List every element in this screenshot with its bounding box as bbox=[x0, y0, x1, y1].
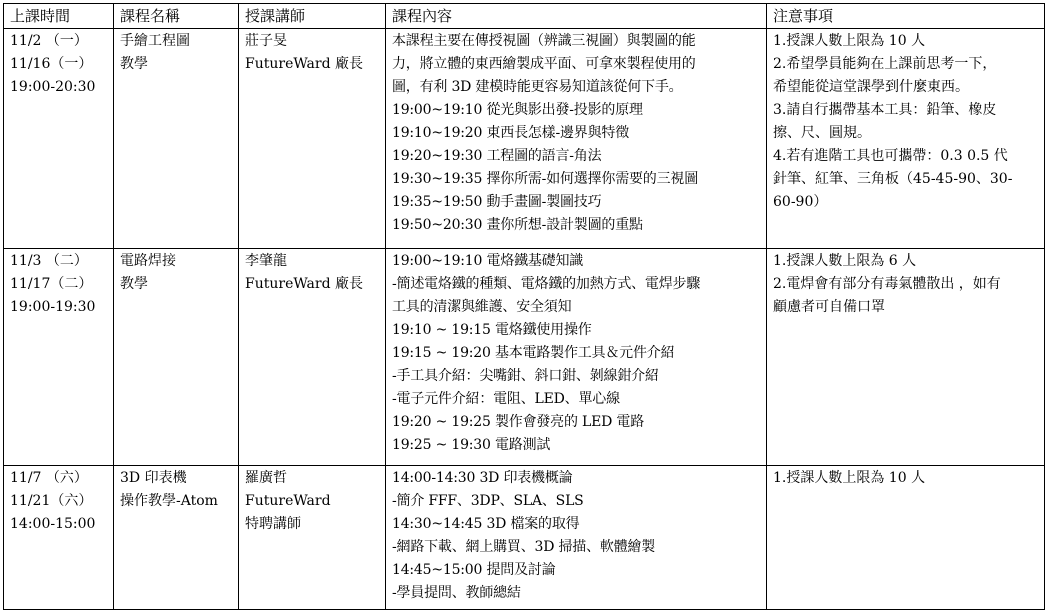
cell-content-line: 19:30~19:35 擇你所需-如何選擇你需要的三視圖 bbox=[392, 171, 699, 187]
header-notes: 注意事項 bbox=[767, 4, 1045, 29]
cell-notes-line: 2.電焊會有部分有毒氣體散出 ，如有 bbox=[773, 276, 1001, 292]
cell-teacher-line: 特聘講師 bbox=[245, 516, 301, 532]
header-course: 課程名稱 bbox=[114, 4, 239, 29]
cell-content-line: 19:00~19:10 從光與影出發-投影的原理 bbox=[392, 102, 643, 118]
cell-content-line: -簡述電烙鐵的種類、電烙鐵的加熱方式、電焊步驟 bbox=[392, 276, 701, 292]
cell-content-line: 19:20~19:30 工程圖的語言-角法 bbox=[392, 148, 602, 164]
cell-content-line: 工具的清潔與維護、安全須知 bbox=[392, 299, 572, 315]
cell-course bbox=[114, 249, 239, 466]
cell-course bbox=[114, 29, 239, 249]
cell-course-line: 教學 bbox=[120, 56, 148, 72]
cell-time-line: 11/3 （二） bbox=[10, 253, 88, 269]
cell-notes-line: 1.授課人數上限為 10 人 bbox=[773, 470, 926, 486]
header-row bbox=[4, 4, 1045, 29]
cell-content-line: 圖，有利 3D 建模時能更容易知道該從何下手。 bbox=[392, 79, 683, 95]
header-time: 上課時間 bbox=[4, 4, 114, 29]
cell-teacher-line: 李肇龍 bbox=[245, 253, 287, 269]
cell-time bbox=[4, 249, 114, 466]
cell-time-line: 11/2 （一） bbox=[10, 33, 88, 49]
cell-teacher bbox=[239, 29, 386, 249]
cell-content-line: -簡介 FFF、3DP、SLA、SLS bbox=[392, 493, 584, 509]
cell-content-line: 19:10 ~ 19:15 電烙鐵使用操作 bbox=[392, 322, 592, 338]
cell-notes-line: 希望能從這堂課學到什麼東西。 bbox=[773, 79, 969, 95]
cell-content-line: 19:35~19:50 動手畫圖-製圖技巧 bbox=[392, 194, 602, 210]
cell-content-line: 14:00-14:30 3D 印表機概論 bbox=[392, 470, 573, 486]
cell-teacher bbox=[239, 249, 386, 466]
cell-teacher-line: 莊子旻 bbox=[245, 33, 287, 49]
cell-time-line: 19:00-20:30 bbox=[10, 79, 96, 95]
header-teacher: 授課講師 bbox=[239, 4, 386, 29]
cell-time-line: 11/7 （六） bbox=[10, 470, 88, 486]
cell-content-line: 19:15 ~ 19:20 基本電路製作工具＆元件介紹 bbox=[392, 345, 675, 361]
cell-content bbox=[386, 29, 767, 249]
cell-teacher-line: FutureWard bbox=[245, 493, 331, 509]
cell-notes-line: 2.希望學員能夠在上課前思考一下， bbox=[773, 56, 997, 72]
cell-notes-line: 顧慮者可自備口罩 bbox=[773, 299, 885, 315]
cell-notes bbox=[767, 249, 1045, 466]
cell-content-line: 本課程主要在傳授視圖（辨識三視圖）與製圖的能 bbox=[392, 33, 696, 49]
cell-time-line: 19:00-19:30 bbox=[10, 299, 96, 315]
cell-teacher-line: 羅廣哲 bbox=[245, 470, 287, 486]
cell-content-line: -學員提問、教師總結 bbox=[392, 585, 521, 601]
cell-content bbox=[386, 249, 767, 466]
cell-time-line: 11/21（六） bbox=[10, 493, 93, 509]
schedule-table-wrapper bbox=[3, 3, 1045, 610]
cell-course-line: 操作教學-Atom bbox=[120, 493, 218, 509]
cell-time-line: 14:00-15:00 bbox=[10, 516, 96, 532]
cell-content-line: 19:20 ~ 19:25 製作會發亮的 LED 電路 bbox=[392, 414, 645, 430]
cell-course-line: 教學 bbox=[120, 276, 148, 292]
cell-content-line: 力，將立體的東西繪製成平面、可拿來製程使用的 bbox=[392, 56, 696, 72]
cell-content-line: 19:50~20:30 畫你所想-設計製圖的重點 bbox=[392, 217, 643, 233]
cell-notes-line: 針筆、紅筆、三角板（45-45-90、30- bbox=[773, 171, 1013, 187]
header-content: 課程內容 bbox=[386, 4, 767, 29]
cell-time bbox=[4, 29, 114, 249]
cell-course-line: 電路焊接 bbox=[120, 253, 176, 269]
cell-time bbox=[4, 466, 114, 610]
cell-teacher bbox=[239, 466, 386, 610]
cell-notes-line: 擦、尺、圓規。 bbox=[773, 125, 871, 141]
cell-content-line: 19:25 ~ 19:30 電路測試 bbox=[392, 437, 551, 453]
cell-time-line: 11/17（二） bbox=[10, 276, 93, 292]
cell-course-line: 手繪工程圖 bbox=[120, 33, 190, 49]
cell-content-line: -手工具介紹：尖嘴鉗、斜口鉗、剝線鉗介紹 bbox=[392, 368, 659, 384]
cell-teacher-line: FutureWard 廠長 bbox=[245, 276, 363, 292]
cell-time-line: 11/16（一） bbox=[10, 56, 93, 72]
cell-content bbox=[386, 466, 767, 610]
table-row bbox=[4, 29, 1045, 249]
cell-content-line: -電子元件介紹：電阻、LED、單心線 bbox=[392, 391, 620, 407]
cell-teacher-line: FutureWard 廠長 bbox=[245, 56, 363, 72]
course-schedule-table bbox=[3, 3, 1045, 610]
cell-notes bbox=[767, 466, 1045, 610]
table-row bbox=[4, 249, 1045, 466]
cell-content-line: 19:10~19:20 東西長怎樣-邊界與特徵 bbox=[392, 125, 630, 141]
cell-course bbox=[114, 466, 239, 610]
cell-content-line: 14:30~14:45 3D 檔案的取得 bbox=[392, 516, 580, 532]
cell-content-line: -網路下載、網上購買、3D 掃描、軟體繪製 bbox=[392, 539, 656, 555]
cell-notes-line: 1.授課人數上限為 10 人 bbox=[773, 33, 926, 49]
cell-notes-line: 3.請自行攜帶基本工具：鉛筆、橡皮 bbox=[773, 102, 997, 118]
cell-notes-line: 60-90） bbox=[773, 194, 828, 210]
cell-notes-line: 4.若有進階工具也可攜帶：0.3 0.5 代 bbox=[773, 148, 1008, 164]
cell-course-line: 3D 印表機 bbox=[120, 470, 187, 486]
cell-notes bbox=[767, 29, 1045, 249]
table-row bbox=[4, 466, 1045, 610]
cell-content-line: 14:45~15:00 提問及討論 bbox=[392, 562, 556, 578]
cell-content-line: 19:00~19:10 電烙鐵基礎知識 bbox=[392, 253, 584, 269]
cell-notes-line: 1.授課人數上限為 6 人 bbox=[773, 253, 917, 269]
